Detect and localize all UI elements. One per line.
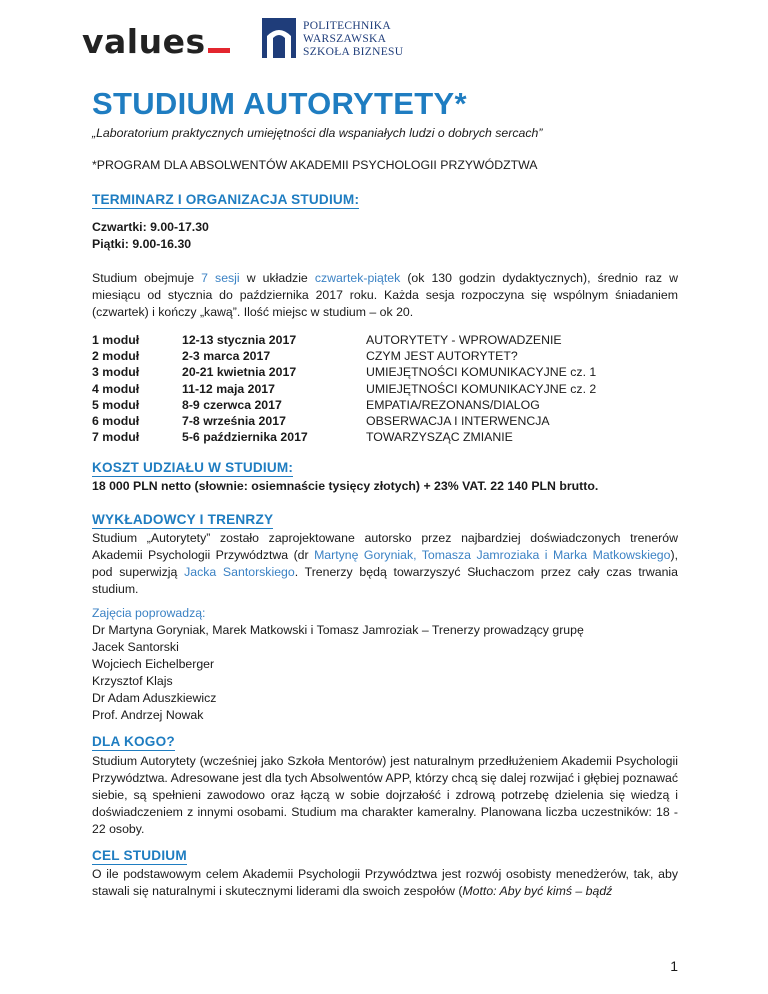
cost-text: 18 000 PLN netto (słownie: osiemnaście tysięcy złotych) + 23% VAT. 22 140 PLN brutto. [92, 479, 599, 493]
module-name: 2 moduł [92, 349, 140, 364]
modules-table [92, 333, 596, 446]
module-name: 7 moduł [92, 430, 140, 445]
module-topic: OBSERWACJA I INTERWENCJA [366, 413, 550, 428]
intro-sessions: 7 sesji [201, 271, 240, 285]
led-by-heading: Zajęcia poprowadzą: [92, 606, 206, 620]
module-date: 7-8 września 2017 [182, 413, 286, 428]
module-date: 11-12 maja 2017 [182, 381, 275, 396]
pw-line-2: WARSZAWSKA [303, 33, 387, 45]
page-number: 1 [670, 958, 678, 974]
values-logo-text: values [82, 22, 206, 61]
module-topic: EMPATIA/REZONANS/DIALOG [366, 397, 540, 412]
cost-heading: KOSZT UDZIAŁU W STUDIUM: [92, 460, 294, 475]
schedule-hours [92, 219, 678, 253]
table-row [92, 414, 596, 430]
table-row [92, 349, 596, 365]
politechnika-logo-text [303, 20, 403, 59]
document-subtitle: „Laboratorium praktycznych umiejętności dla wspaniałych ludzi o dobrych sercach” [92, 126, 543, 140]
module-date: 20-21 kwietnia 2017 [182, 365, 297, 380]
document-title: STUDIUM AUTORYTETY* [92, 86, 467, 121]
list-item: Jacek Santorski [92, 640, 179, 654]
trainers-supervisor: Jacka Santorskiego [184, 565, 295, 579]
goal-heading: CEL STUDIUM [92, 848, 187, 863]
values-logo-underscore [208, 48, 230, 53]
table-row [92, 382, 596, 398]
table-row [92, 430, 596, 446]
trainers-part-3: . Trenerzy będą towarzyszyć Słuchaczom przez cały czas trwania studium. [92, 565, 678, 596]
module-name: 5 moduł [92, 397, 140, 412]
module-name: 1 moduł [92, 333, 140, 347]
list-item: Prof. Andrzej Nowak [92, 708, 204, 722]
list-item: Dr Martyna Goryniak, Marek Matkowski i Tomasz Jamroziak – Trenerzy prowadzący grupę [92, 623, 584, 637]
goal-part-1: O ile podstawowym celem Akademii Psychologii Przywództwa jest rozwój osobisty menedżerów, tak, aby stawali się naturalnymi i skutecznymi liderami dla swoich zespołów ( [92, 867, 678, 898]
thursday-hours: Czwartki: 9.00-17.30 [92, 220, 209, 234]
module-topic: AUTORYTETY - WPROWADZENIE [366, 333, 562, 347]
module-name: 4 moduł [92, 381, 140, 396]
intro-part-3: (ok 130 godzin dydaktycznych), średnio raz w miesiącu od stycznia do października 2017 roku. Każda sesja rozpoczyna się wspólnym śniadaniem (czwartek) i kończy „kawą”. Ilość miejsc w studium – ok 20. [92, 271, 678, 319]
list-item: Krzysztof Klajs [92, 674, 173, 688]
list-item: Dr Adam Aduszkiewicz [92, 691, 217, 705]
goal-motto: Motto: Aby być kimś – bądź [462, 884, 613, 898]
module-name: 3 moduł [92, 365, 140, 380]
led-by-list [92, 622, 678, 724]
trainers-names: Martynę Goryniak, Tomasza Jamroziaka i Marka Matkowskiego [314, 548, 671, 562]
module-date: 5-6 października 2017 [182, 430, 308, 445]
audience-heading: DLA KOGO? [92, 734, 175, 749]
intro-days: czwartek-piątek [314, 271, 401, 285]
trainers-part-1: Studium „Autorytety” zostało zaprojektowane autorsko przez najbardziej doświadczonych trenerów Akademii Psychologii Przywództwa (dr [92, 531, 678, 562]
trainers-part-2: ), pod superwizją [92, 548, 678, 579]
module-topic: TOWARZYSZĄC ZMIANIE [366, 430, 513, 445]
program-note: *PROGRAM DLA ABSOLWENTÓW AKADEMII PSYCHOLOGII PRZYWÓDZTWA [92, 158, 538, 172]
table-row [92, 398, 596, 414]
friday-hours: Piątki: 9.00-16.30 [92, 237, 192, 251]
trainers-text [92, 530, 678, 598]
trainers-heading: WYKŁADOWCY I TRENRZY [92, 512, 274, 527]
pw-line-3: SZKOŁA BIZNESU [303, 46, 404, 58]
goal-text [92, 866, 678, 900]
module-topic: UMIEJĘTNOŚCI KOMUNIKACYJNE cz. 2 [366, 381, 597, 396]
table-row [92, 365, 596, 381]
schedule-intro [92, 270, 678, 321]
module-date: 12-13 stycznia 2017 [182, 333, 297, 347]
values-logo [82, 22, 230, 61]
module-name: 6 moduł [92, 413, 140, 428]
list-item: Wojciech Eichelberger [92, 657, 215, 671]
pw-line-1: POLITECHNIKA [303, 20, 391, 32]
module-date: 8-9 czerwca 2017 [182, 397, 282, 412]
schedule-heading: TERMINARZ I ORGANIZACJA STUDIUM: [92, 192, 360, 207]
module-date: 2-3 marca 2017 [182, 349, 271, 364]
module-topic: UMIEJĘTNOŚCI KOMUNIKACYJNE cz. 1 [366, 365, 597, 380]
intro-part-2: w układzie [239, 271, 315, 285]
module-topic: CZYM JEST AUTORYTET? [366, 349, 518, 364]
politechnika-emblem-icon [262, 18, 296, 58]
table-row [92, 333, 596, 349]
audience-text: Studium Autorytety (wcześniej jako Szkoła Mentorów) jest naturalnym przedłużeniem Akademii Psychologii Przywództwa. Adresowane jest dla tych Absolwentów APP, którzy chcą się dalej rozwijać i głębiej poznawać siebie, są spełnieni zawodowo oraz łączą w sobie dojrzałość i zdrową potrzebę dzielenia się wiedzą i doświadczeniem z innymi osobami. Studium ma charakter kameralny. Planowana liczba uczestników: 18 - 22 osoby. [92, 754, 678, 836]
intro-part-1: Studium obejmuje [92, 271, 202, 285]
